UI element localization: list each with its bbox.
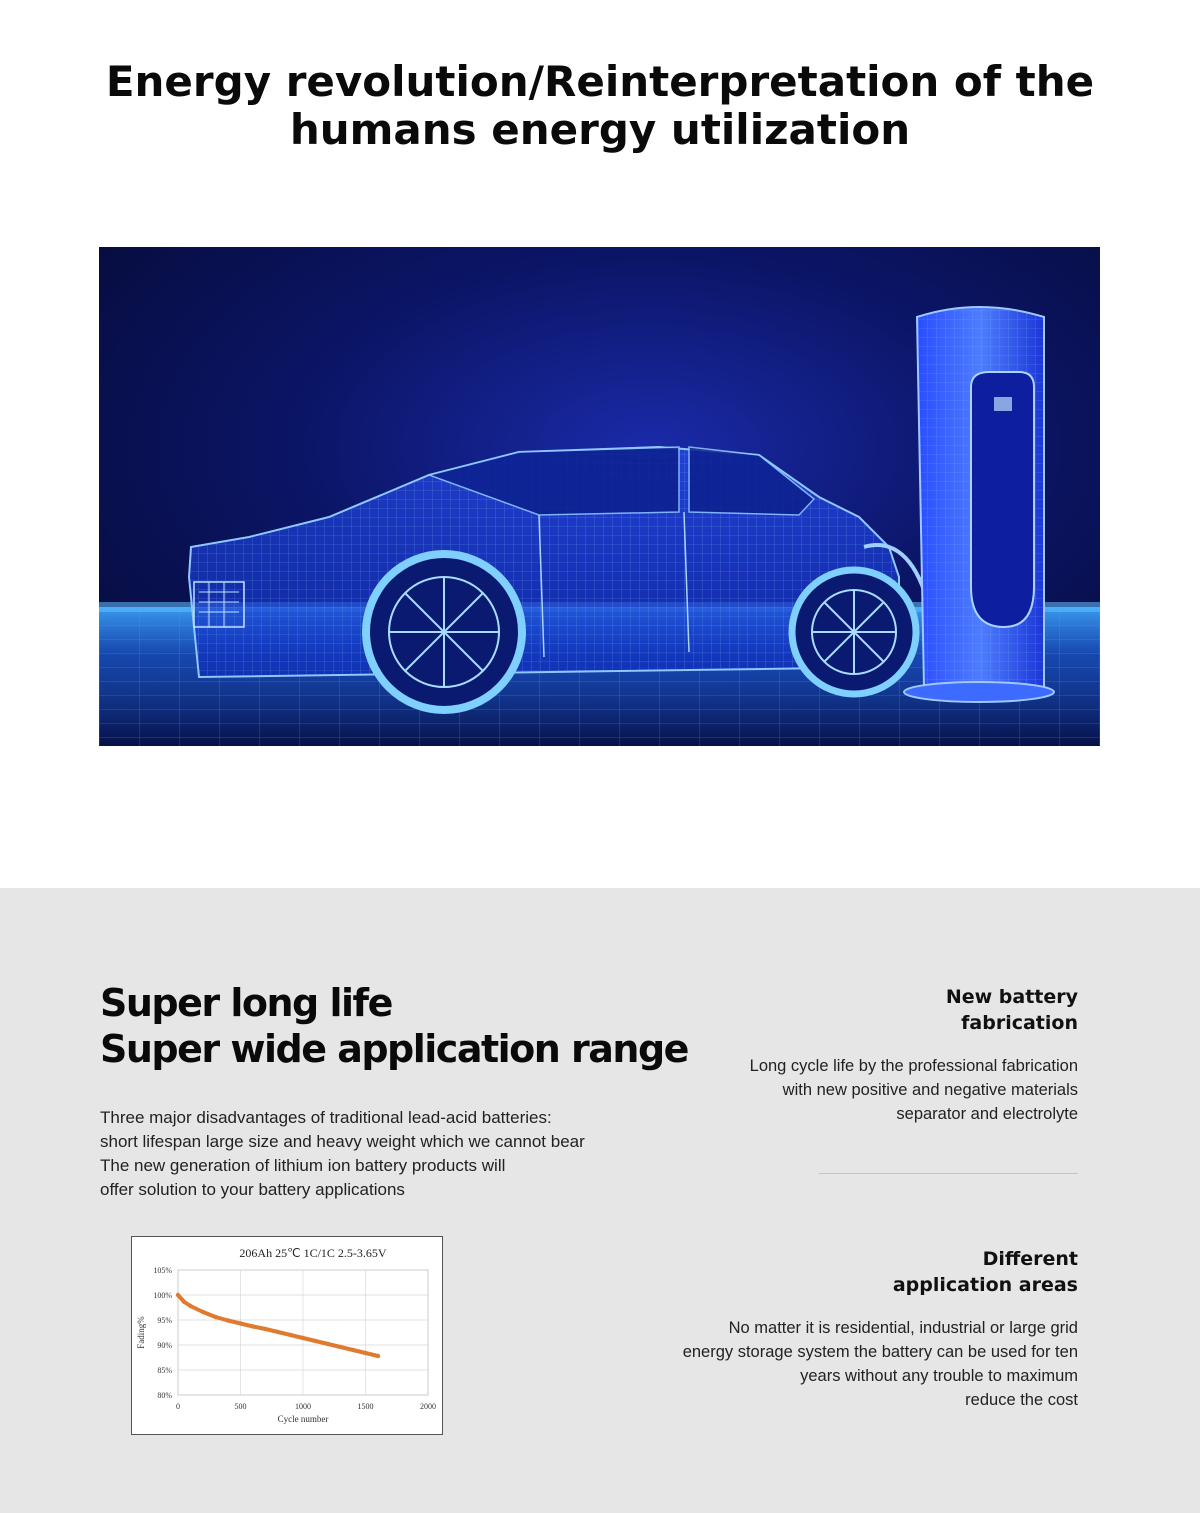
- data-point: [376, 1354, 380, 1358]
- front-wheel: [366, 554, 522, 710]
- feature-title-line: fabrication: [961, 1012, 1078, 1034]
- feature-new-battery-fabrication: [678, 984, 1078, 1126]
- feature-text-line: separator and electrolyte: [896, 1105, 1078, 1123]
- feature-title-line: application areas: [892, 1274, 1078, 1296]
- y-tick-label: 95%: [157, 1316, 172, 1325]
- desc-line: offer solution to your battery applications: [100, 1180, 405, 1199]
- data-point: [226, 1318, 230, 1322]
- data-point: [182, 1300, 186, 1304]
- feature-text-line: reduce the cost: [965, 1391, 1078, 1409]
- rear-wheel: [792, 570, 916, 694]
- car-charging-banner: [99, 247, 1100, 746]
- feature-title-line: Different: [982, 1248, 1078, 1270]
- feature-title: [608, 1246, 1078, 1298]
- feature-application-areas: [608, 1246, 1078, 1412]
- data-point: [188, 1304, 192, 1308]
- feature-title-line: New battery: [945, 986, 1078, 1008]
- y-tick-label: 90%: [157, 1341, 172, 1350]
- data-point: [263, 1327, 267, 1331]
- feature-text-line: energy storage system the battery can be used for ten: [682, 1343, 1078, 1361]
- feature-divider: [819, 1173, 1078, 1174]
- charging-station: [904, 307, 1054, 702]
- x-tick-label: 1000: [295, 1402, 311, 1411]
- data-point: [276, 1330, 280, 1334]
- section-heading: [100, 980, 688, 1072]
- data-point: [176, 1293, 180, 1297]
- y-tick-label: 100%: [153, 1291, 172, 1300]
- x-tick-label: 0: [176, 1402, 180, 1411]
- data-point: [338, 1345, 342, 1349]
- feature-text: [608, 1316, 1078, 1412]
- data-point: [363, 1351, 367, 1355]
- data-point: [288, 1333, 292, 1337]
- x-tick-label: 1500: [357, 1402, 374, 1411]
- features-section: [0, 888, 1200, 1513]
- series-line: [178, 1295, 378, 1356]
- feature-text-line: Long cycle life by the professional fabrication: [749, 1057, 1078, 1075]
- data-point: [313, 1339, 317, 1343]
- x-tick-label: 500: [234, 1402, 247, 1411]
- desc-line: short lifespan large size and heavy weight which we cannot bear: [100, 1132, 585, 1151]
- section-description: [100, 1106, 640, 1202]
- hero-title-line1: Energy revolution/Reinterpretation of the: [105, 57, 1095, 106]
- cycle-life-chart-svg: [132, 1237, 442, 1434]
- data-point: [213, 1315, 217, 1319]
- data-point: [201, 1310, 205, 1314]
- data-point: [326, 1342, 330, 1346]
- y-tick-label: 85%: [157, 1366, 172, 1375]
- feature-text-line: No matter it is residential, industrial or large grid: [728, 1319, 1078, 1337]
- hero-title-line2: humans energy utilization: [289, 105, 911, 154]
- data-point: [351, 1348, 355, 1352]
- y-tick-label: 80%: [157, 1391, 172, 1400]
- section-heading-line1: Super long life: [100, 981, 392, 1025]
- cycle-life-chart: [131, 1236, 443, 1435]
- wireframe-car-illustration: [99, 247, 1100, 746]
- data-point: [301, 1336, 305, 1340]
- desc-line: The new generation of lithium ion battery products will: [100, 1156, 506, 1175]
- hero-title: [0, 58, 1200, 154]
- y-axis-label: Fading%: [136, 1316, 146, 1349]
- data-point: [238, 1321, 242, 1325]
- feature-text-line: years without any trouble to maximum: [800, 1367, 1078, 1385]
- desc-line: Three major disadvantages of traditional lead-acid batteries:: [100, 1108, 552, 1127]
- feature-title: [678, 984, 1078, 1036]
- feature-text-line: with new positive and negative materials: [782, 1081, 1078, 1099]
- section-heading-line2: Super wide application range: [100, 1027, 688, 1071]
- data-point: [251, 1324, 255, 1328]
- x-tick-label: 2000: [420, 1402, 436, 1411]
- x-axis-label: Cycle number: [277, 1414, 329, 1424]
- chart-title: 206Ah 25℃ 1C/1C 2.5-3.65V: [239, 1246, 387, 1260]
- feature-text: [678, 1054, 1078, 1126]
- y-tick-label: 105%: [153, 1266, 172, 1275]
